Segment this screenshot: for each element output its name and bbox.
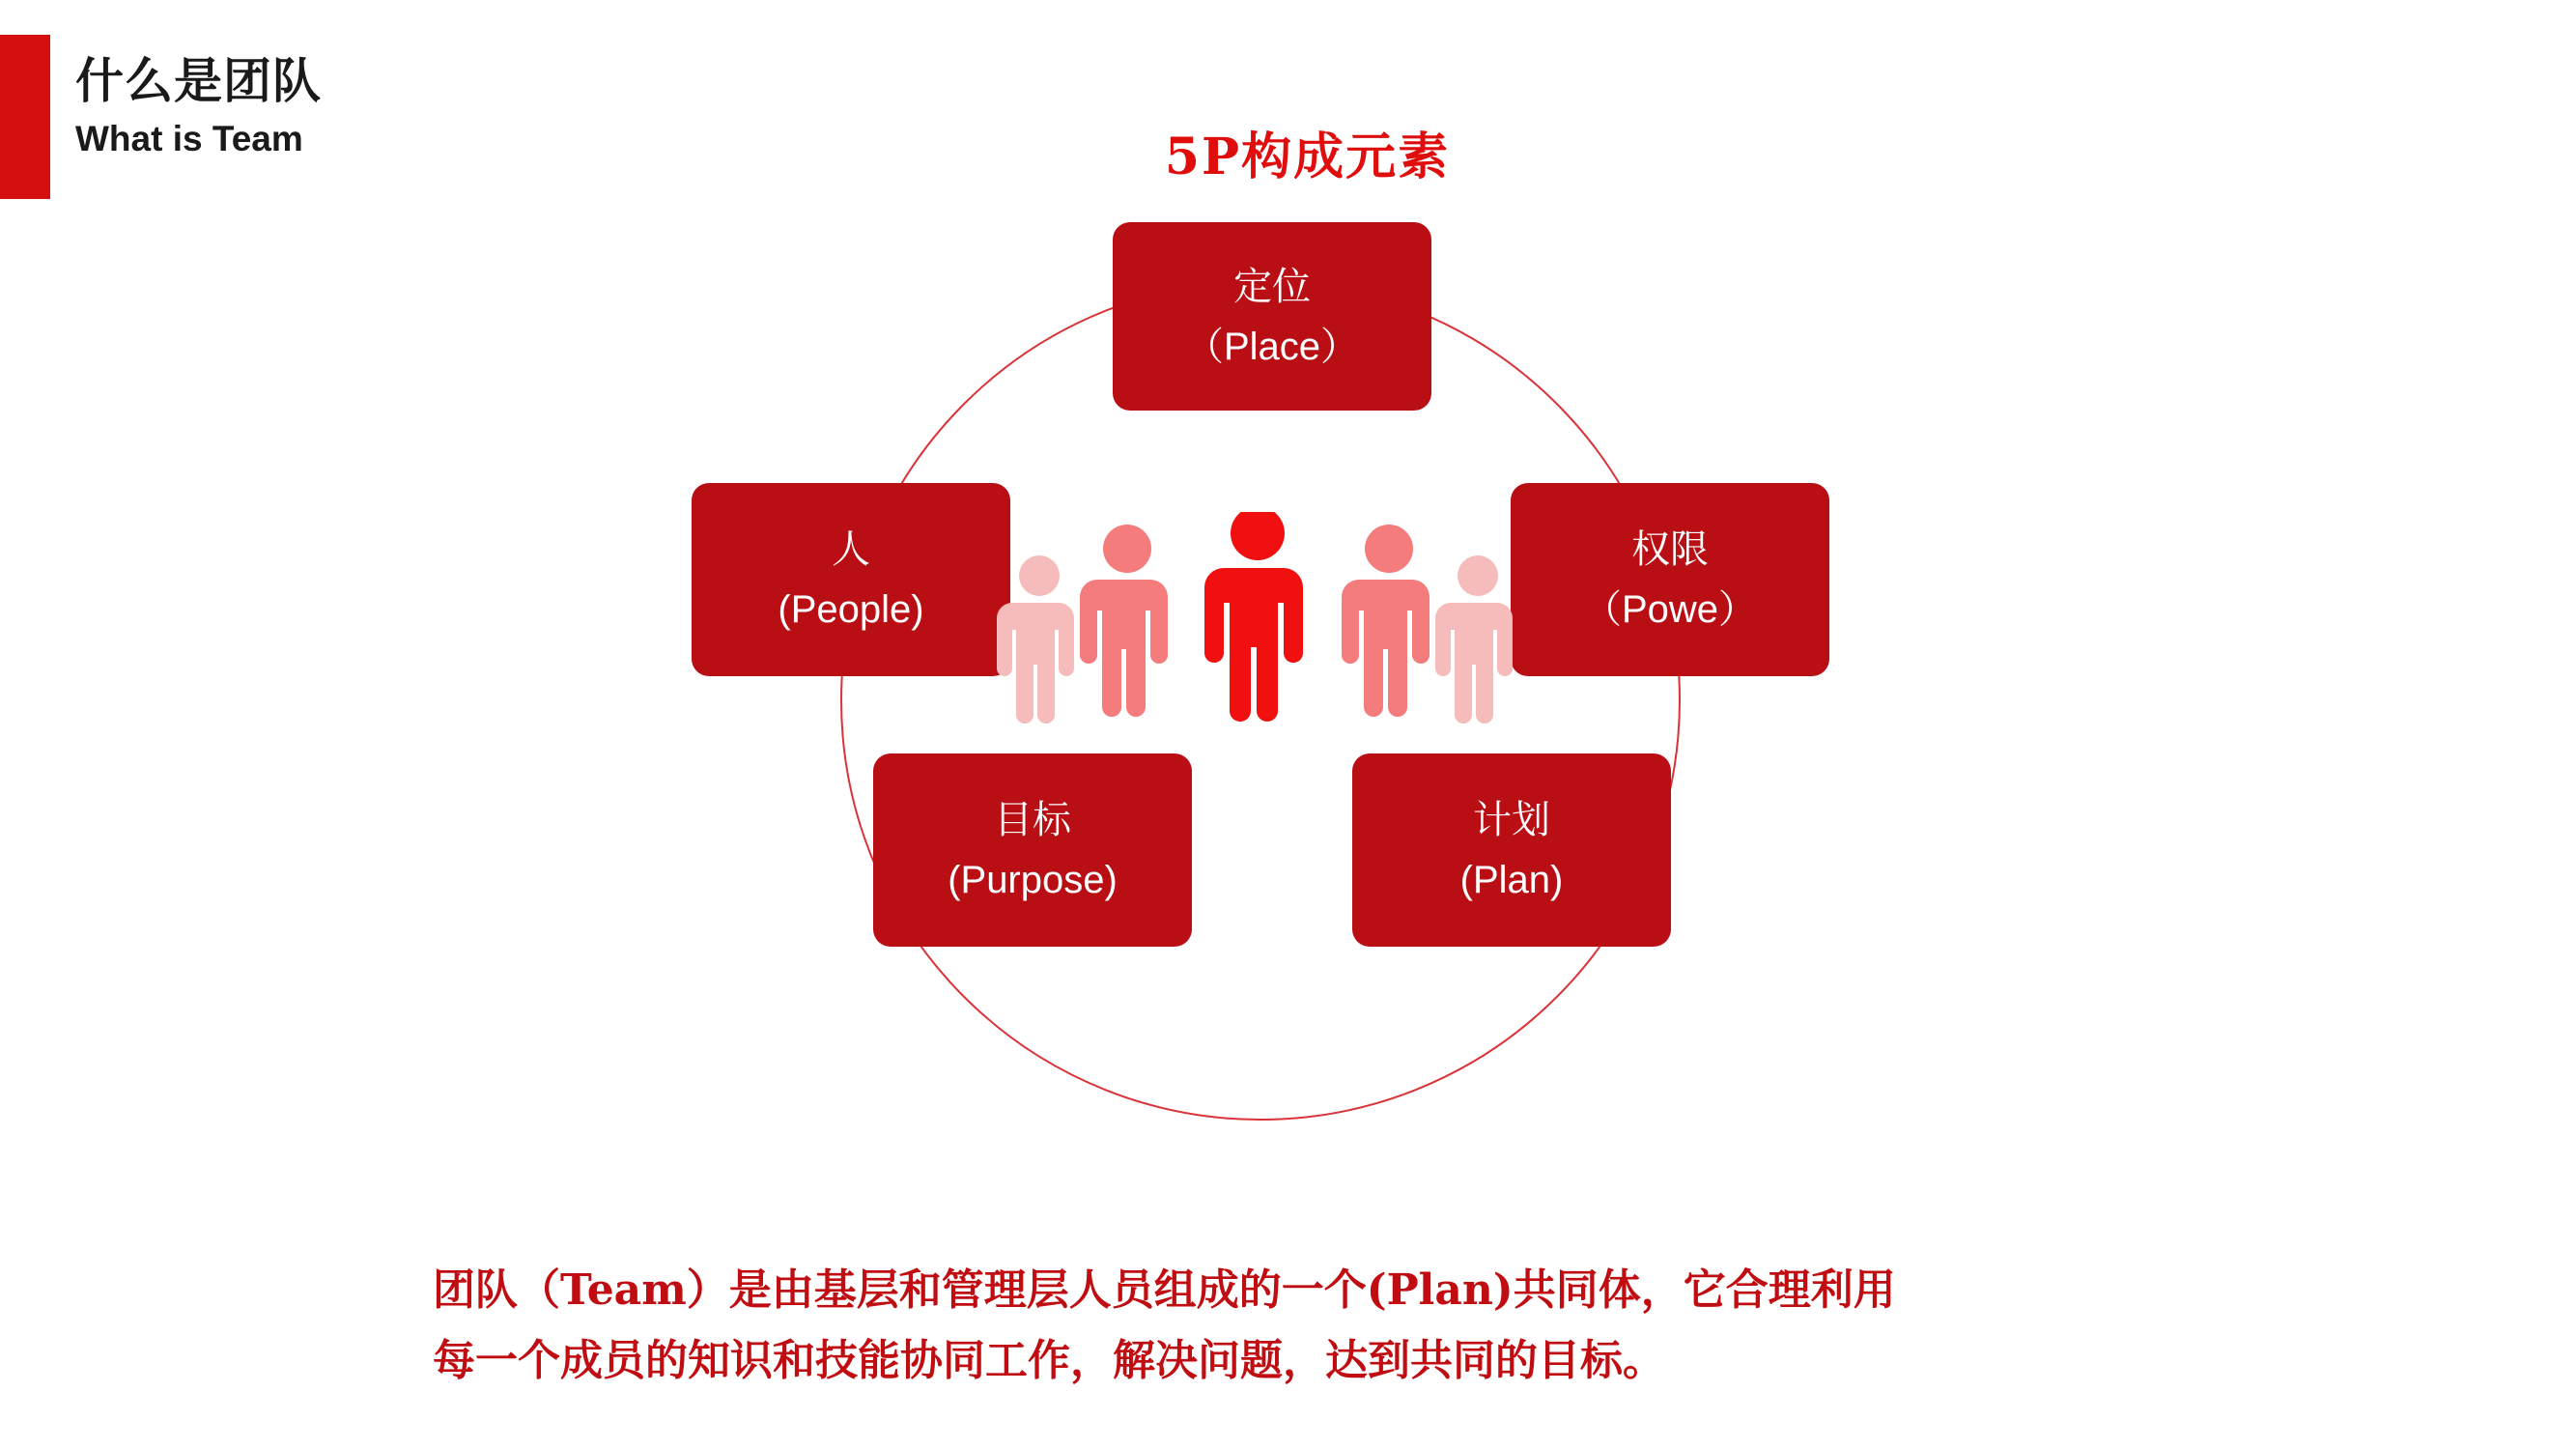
node-purpose-label-en: (Purpose) <box>948 859 1118 901</box>
person-icon-3 <box>1204 512 1303 722</box>
team-people-icon <box>995 512 1536 763</box>
node-place-label-cn: 定位 <box>1233 264 1311 309</box>
node-people-label-cn: 人 <box>832 527 870 572</box>
node-plan-label-en: (Plan) <box>1459 859 1564 901</box>
node-plan[interactable] <box>1352 753 1671 947</box>
caption-line-2: 每一个成员的知识和技能协同工作，解决问题，达到共同的目标。 <box>433 1335 1665 1385</box>
caption-line-1: 团队（Team）是由基层和管理层人员组成的一个(Plan)共同体，它合理利用 <box>433 1265 1896 1315</box>
diagram-title: 5P构成元素 <box>1164 128 1451 186</box>
diagram-stage <box>657 193 1932 1188</box>
node-power-label-cn: 权限 <box>1631 527 1709 572</box>
person-icon-2 <box>1080 525 1168 717</box>
node-place[interactable] <box>1113 222 1431 411</box>
person-icon-5 <box>1435 555 1513 724</box>
node-power[interactable] <box>1511 483 1829 676</box>
node-power-label-en: （Powe） <box>1582 588 1758 631</box>
node-people-label-en: (People) <box>778 588 924 631</box>
page-title-cn: 什么是团队 <box>75 53 322 109</box>
node-purpose[interactable] <box>873 753 1192 947</box>
node-place-label-en: （Place） <box>1184 325 1360 368</box>
node-plan-label-cn: 计划 <box>1473 798 1550 842</box>
node-purpose-label-cn: 目标 <box>994 798 1071 842</box>
caption-block <box>433 1256 2171 1396</box>
person-icon-4 <box>1342 525 1430 717</box>
node-people[interactable] <box>692 483 1010 676</box>
person-icon-1 <box>997 555 1074 724</box>
page-title-en: What is Team <box>75 118 303 158</box>
